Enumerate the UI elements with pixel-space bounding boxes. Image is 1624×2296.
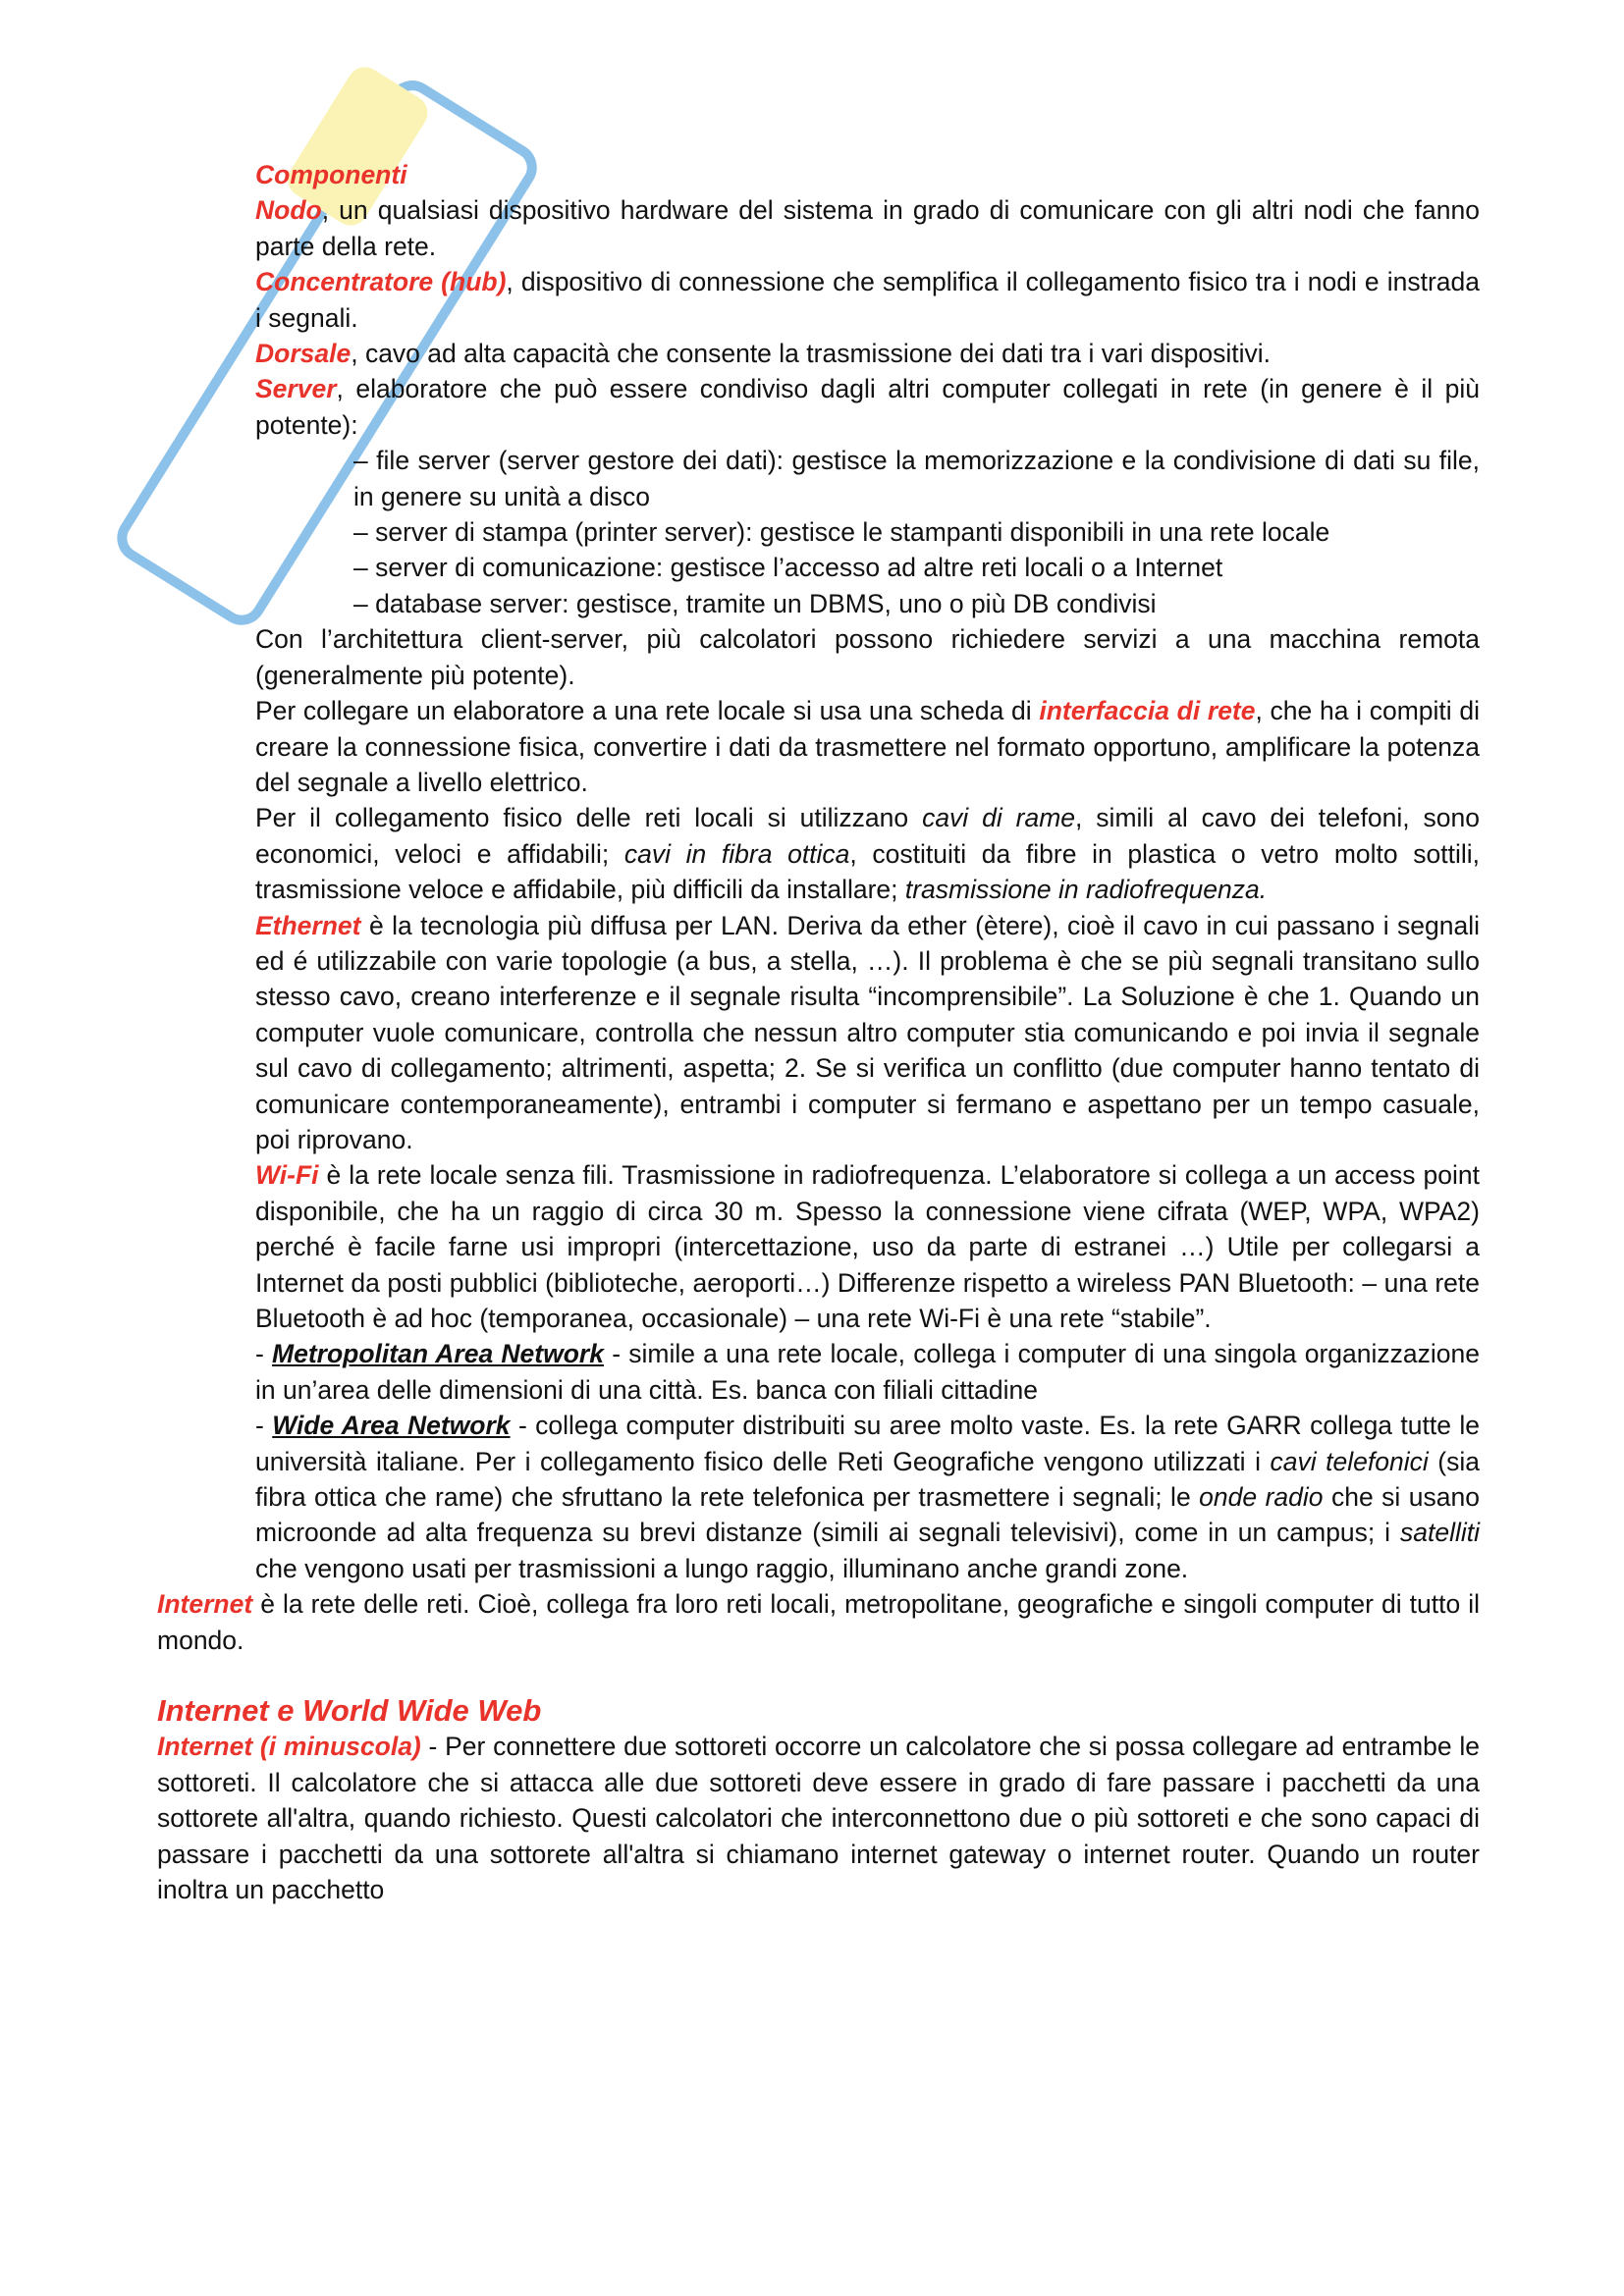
term-internet: Internet: [157, 1589, 253, 1620]
paragraph-cavi: Per il collegamento fisico delle reti locali si utilizzano cavi di rame, simili al cavo dei telefoni, sono economici, veloci e affidabili; cavi in fibra ottica, costituiti da fibre in plastica o vetro molto sottili, trasmissione veloce e affidabile, più difficili da installare; trasmissione in radiofrequenza.: [255, 803, 1481, 905]
paragraph-wifi: Wi-Fi è la rete locale senza fili. Trasmissione in radiofrequenza. L’elaboratore si collega a un access point disponibile, che ha un raggio di circa 30 m. Spesso la connessione viene cifrata (WEP, WPA, WPA2) perché è facile farne usi impropri (intercettazione, uso da parte di estranei …) Utile per collegarsi a Internet da posti pubblici (biblioteche, aeroporti…) Differenze rispetto a wireless PAN Bluetooth: – una rete Bluetooth è ad hoc (temporanea, occasionale) – una rete Wi-Fi è una rete “stabile”.: [255, 1160, 1480, 1333]
section-title-componenti: Componenti: [255, 160, 407, 189]
paragraph-client-server: Con l’architettura client-server, più calcolatori possono richiedere servizi a una macchina remota (generalmente più potente).: [255, 624, 1480, 690]
term-wan: Wide Area Network: [272, 1411, 511, 1441]
term-hub: Concentratore (hub): [255, 267, 507, 297]
paragraph-nodo: Nodo, un qualsiasi dispositivo hardware del sistema in grado di comunicare con gli altri nodi che fanno parte della rete.: [255, 195, 1480, 261]
paragraph-internet-minuscola: Internet (i minuscola) - Per connettere due sottoreti occorre un calcolatore che si possa collegare ad entrambe le sottoreti. Il calcolatore che si attacca alle due sottoreti deve essere in grado di fare passare i pacchetti da una sottorete all'altra, quando richiesto. Questi calcolatori che interconnettono due o più sottoreti e che sono capaci di passare i pacchetti da una sottorete all'altra si chiamano internet gateway o internet router. Quando un router inoltra un pacchetto: [157, 1732, 1480, 1905]
term-interfaccia: interfaccia di rete: [1039, 696, 1256, 726]
document-body: [157, 157, 1480, 1908]
server-type-item: – file server (server gestore dei dati): gestisce la memorizzazione e la condivisione di dati su file, in genere su unità a disco: [353, 446, 1480, 511]
term-internet-minuscola: Internet (i minuscola): [157, 1732, 421, 1762]
term-wifi: Wi-Fi: [255, 1160, 319, 1191]
paragraph-wan: - Wide Area Network - collega computer distribuiti su aree molto vaste. Es. la rete GARR collega tutte le università italiane. Per i collegamento fisico delle Reti Geografiche vengono utilizzati i cavi telefonici (sia fibra ottica che rame) che sfruttano la rete telefonica per trasmettere i segnali; le onde radio che si usano microonde ad alta frequenza su brevi distanze (simili ai segnali televisivi), come in un campus; i satelliti che vengono usati per trasmissioni a lungo raggio, illuminano anche grandi zone.: [255, 1411, 1481, 1583]
server-type-item: – server di stampa (printer server): gestisce le stampanti disponibili in una rete locale: [353, 517, 1330, 548]
paragraph-man: - Metropolitan Area Network - simile a una rete locale, collega i computer di una singola organizzazione in un’area delle dimensioni di una città. Es. banca con filiali cittadine: [255, 1339, 1480, 1405]
heading-internet-www: Internet e World Wide Web: [157, 1693, 542, 1729]
paragraph-server: Server, elaboratore che può essere condiviso dagli altri computer collegati in rete (in genere è il più potente):: [255, 374, 1480, 440]
term-man: Metropolitan Area Network: [272, 1339, 604, 1369]
term-ethernet: Ethernet: [255, 910, 361, 940]
server-type-item: – database server: gestisce, tramite un DBMS, uno o più DB condivisi: [353, 588, 1157, 618]
paragraph-interfaccia: Per collegare un elaboratore a una rete locale si usa una scheda di interfaccia di rete, che ha i compiti di creare la connessione fisica, convertire i dati da trasmettere nel formato opportuno, amplificare la potenza del segnale a livello elettrico.: [255, 696, 1480, 797]
term-server: Server: [255, 374, 337, 404]
paragraph-hub: Concentratore (hub), dispositivo di connessione che semplifica il collegamento fisico tra i nodi e instrada i segnali.: [255, 267, 1480, 333]
term-nodo: Nodo: [255, 195, 322, 226]
paragraph-ethernet: Ethernet è la tecnologia più diffusa per LAN. Deriva da ether (ètere), cioè il cavo in cui passano i segnali ed é utilizzabile con varie topologie (a bus, a stella, …). Il problema è che se più segnali transitano sullo stesso cavo, creano interferenze e il segnale risulta “incomprensibile”. La Soluzione è che 1. Quando un computer vuole comunicare, controlla che nessun altro computer stia comunicando e poi invia il segnale sul cavo di collegamento; altrimenti, aspetta; 2. Se si verifica un conflitto (due computer hanno tentato di comunicare contemporaneamente), entrambi i computer si fermano e aspettano per un tempo casuale, poi riprovano.: [255, 910, 1480, 1154]
paragraph-dorsale: Dorsale, cavo ad alta capacità che consente la trasmissione dei dati tra i vari dispositivi.: [255, 339, 1272, 369]
server-type-item: – server di comunicazione: gestisce l’accesso ad altre reti locali o a Internet: [353, 553, 1223, 583]
term-dorsale: Dorsale: [255, 339, 352, 369]
paragraph-internet: Internet è la rete delle reti. Cioè, collega fra loro reti locali, metropolitane, geografiche e singoli computer di tutto il mondo.: [157, 1589, 1480, 1655]
